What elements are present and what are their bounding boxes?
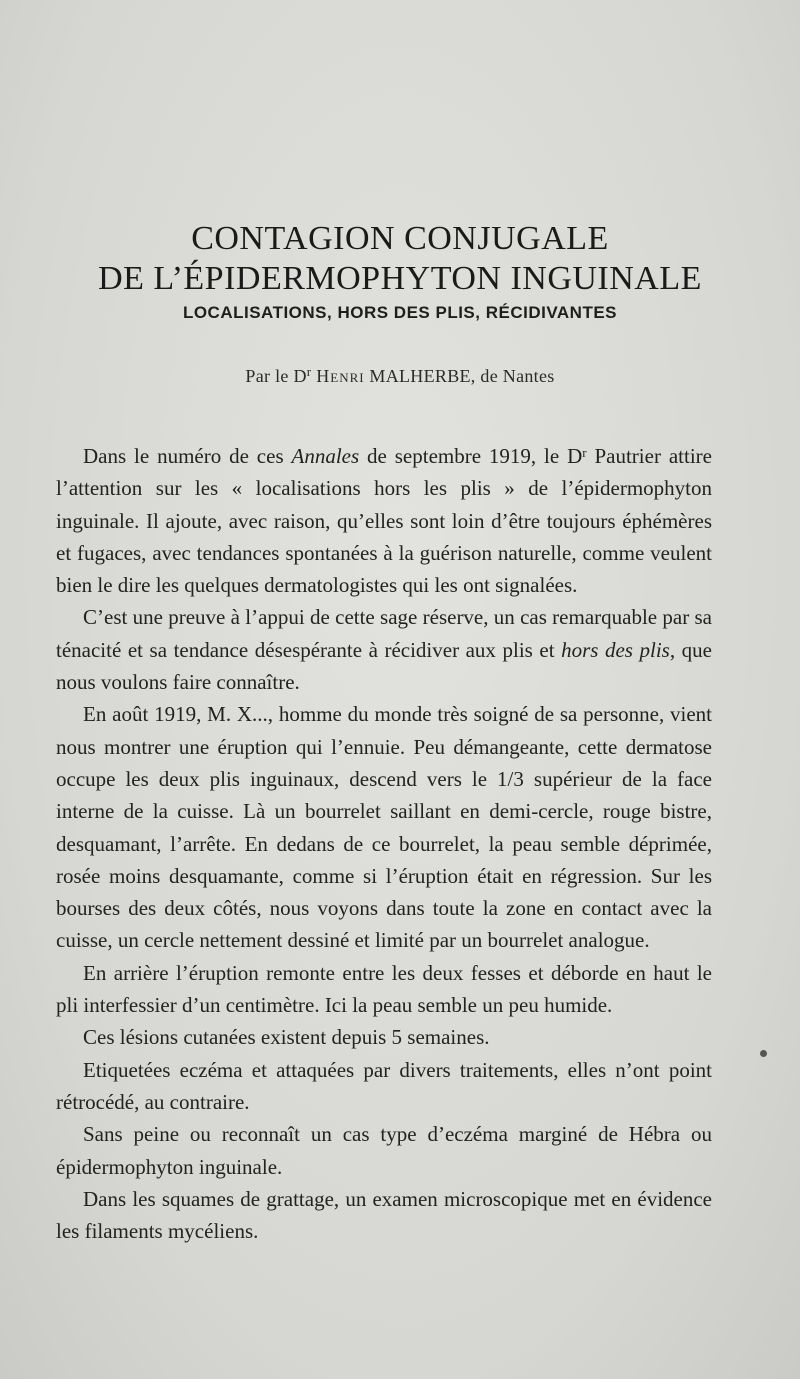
article-title-line-2: DE L’ÉPIDERMOPHYTON INGUINALE xyxy=(98,260,702,297)
paragraph-5: Ces lésions cutanées existent depuis 5 semaines. xyxy=(83,1025,490,1050)
p1-text-a: Dans le numéro de ces xyxy=(83,444,292,468)
article-subtitle: LOCALISATIONS, HORS DES PLIS, RÉCIDIVANTES xyxy=(182,303,618,322)
paragraph-6: Etiquetées eczéma et attaquées par divers traitements, elles n’ont point rétrocédé, au contraire. xyxy=(56,1057,712,1114)
article-title-line-1: CONTAGION CONJUGALE xyxy=(191,220,609,257)
paragraph-8: Dans les squames de grattage, un examen microscopique met en évidence les filaments mycéliens. xyxy=(56,1186,712,1244)
p1-superscript: r xyxy=(582,445,587,460)
p1-text-c: Pautrier attire l’attention sur les « localisations hors les plis » de l’épidermophyton inguinale. Il ajoute, avec raison, qu’elles sont loin d’être toujours éphémères et fugaces, avec tendances spontanées à la guérison naturelle, comme veulent bien le dire les quelques dermatologistes qui les ont signalées. xyxy=(56,444,712,598)
p2-text-a: C’est une preuve à l’appui de cette sage réserve, un cas remarquable par sa ténacité et sa tendance désespérante à récidiver aux plis et xyxy=(56,605,712,662)
paragraph-3: En août 1919, M. X..., homme du monde très soigné de sa personne, vient nous montrer une éruption qui l’ennuie. Peu démangeante, cette dermatose occupe les deux plis inguinaux, descend vers le 1/3 supérieur de la face interne de la cuisse. Là un bourrelet saillant en demi-cercle, rouge bistre, desquamant, l’arrête. En dedans de ce bourrelet, la peau semble déprimée, rosée moins desquamante, comme si l’éruption était en régression. Sur les bourses des deux côtés, nous voyons dans toute la zone en contact avec la cuisse, un cercle nettement dessiné et limité par un bourrelet analogue. xyxy=(56,702,712,953)
author-first-name: Henri xyxy=(316,366,365,386)
p2-text-b: , que nous voulons faire connaître. xyxy=(56,637,712,695)
p1-journal-name: Annales xyxy=(291,444,360,468)
byline-title-superscript: r xyxy=(306,364,312,379)
paragraph-4: En arrière l’éruption remonte entre les deux fesses et déborde en haut le pli interfessier d’un centimètre. Ici la peau semble un peu humide. xyxy=(56,960,712,1018)
byline-prefix: Par le D xyxy=(245,366,307,386)
paper-speck xyxy=(760,1050,767,1057)
author-byline xyxy=(0,364,800,387)
author-surname: MALHERBE, xyxy=(369,366,476,386)
byline-suffix: de Nantes xyxy=(480,366,555,386)
paragraph-7: Sans peine ou reconnaît un cas type d’eczéma marginé de Hébra ou épidermophyton inguinale. xyxy=(56,1122,712,1179)
p2-italic: hors des plis xyxy=(561,637,670,662)
paragraph-2 xyxy=(56,601,712,698)
paragraph-1 xyxy=(56,437,712,601)
article-body xyxy=(56,437,712,1247)
p1-text-b: de septembre 1919, le D xyxy=(359,444,583,468)
